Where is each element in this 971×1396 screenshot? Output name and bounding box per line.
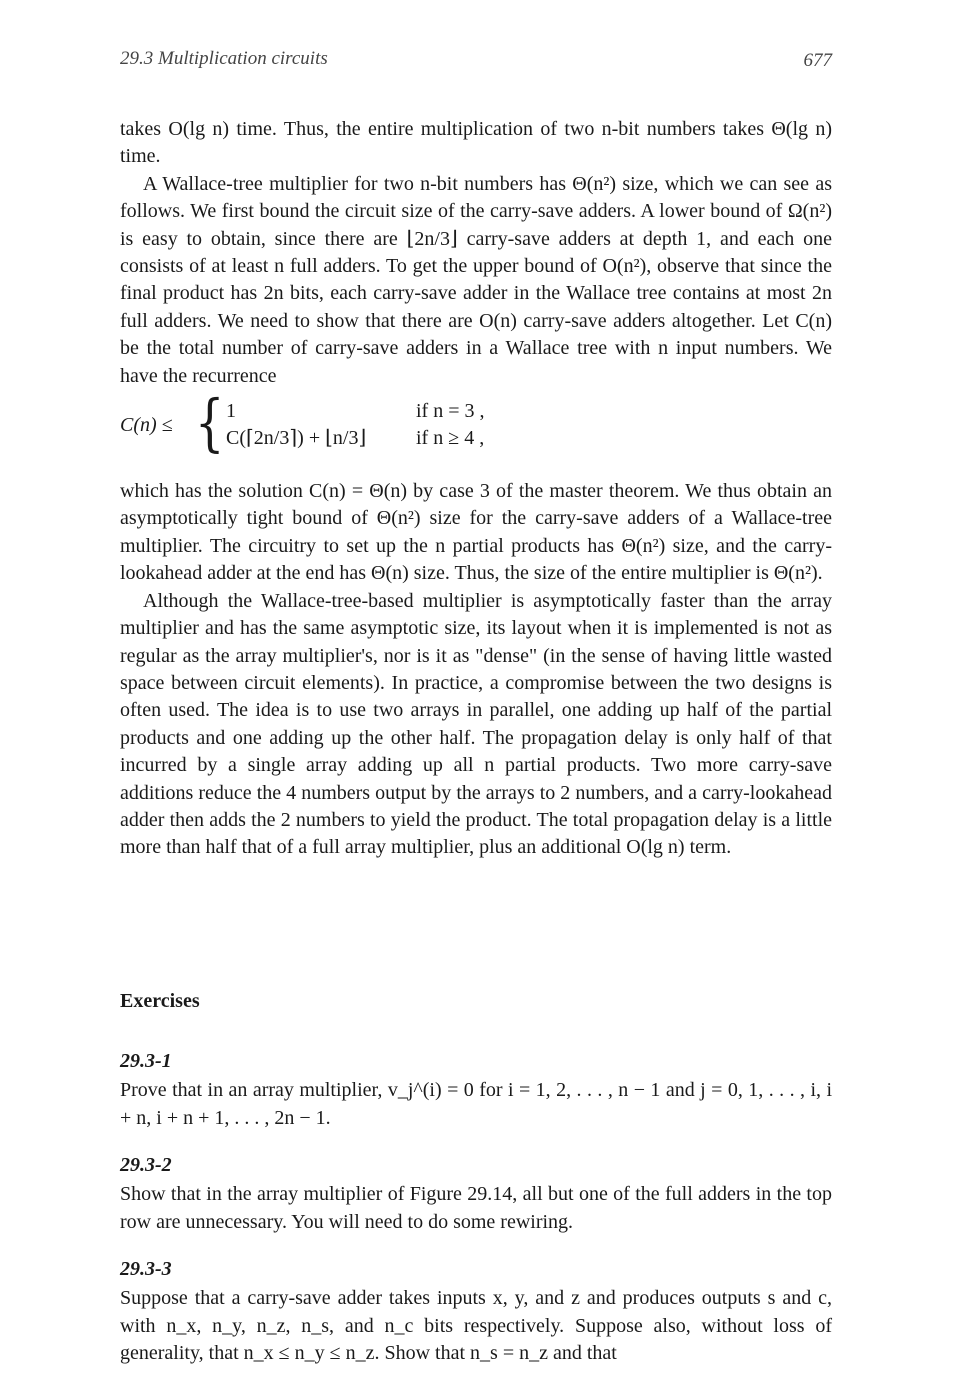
page-number: 677 (803, 50, 832, 71)
exercise-number: 29.3-1 (120, 1050, 172, 1072)
case-2-value: C(⌈2n/3⌉) + ⌊n/3⌋ (226, 427, 367, 450)
main-text (120, 116, 832, 862)
recurrence-lhs: C(n) ≤ (120, 414, 173, 437)
paragraph-3: which has the solution C(n) = Θ(n) by case 3 of the master theorem. We thus obtain an asymptotically tight bound of Θ(n²) size for the carry-save adders of a Wallace-tree multiplier. The circuitry to set up the n partial products has Θ(n²) size, and the carry-lookahead adder at the end has Θ(n) size. Thus, the size of the entire multiplier is Θ(n²). (120, 480, 832, 585)
exercise-text: Show that in the array multiplier of Figure 29.14, all but one of the full adders in the top row are unnecessary. You will need to do some rewiring. (120, 1183, 832, 1233)
exercise-29-3-3 (120, 1256, 832, 1368)
paragraph-2: A Wallace-tree multiplier for two n-bit numbers has Θ(n²) size, which we can see as follows. We first bound the circuit size of the carry-save adders. A lower bound of Ω(n²) is easy to obtain, since there are ⌊2n/3⌋ carry-save adders at depth 1, and each one consists of at least n full adders. To get the upper bound of O(n²), observe that since the final product has 2n bits, each carry-save adder in the Wallace tree contains at most 2n full adders. We need to show that there are O(n) carry-save adders altogether. Let C(n) be the total number of carry-save adders in a Wallace tree with n input numbers. We have the recurrence (120, 172, 832, 387)
paragraph-1: takes O(lg n) time. Thus, the entire multiplication of two n-bit numbers takes Θ(lg n) time. (120, 118, 832, 168)
exercise-number: 29.3-2 (120, 1154, 172, 1176)
exercise-29-3-2 (120, 1152, 832, 1236)
exercise-number: 29.3-3 (120, 1258, 172, 1280)
case-1-condition: if n = 3 , (416, 400, 485, 423)
running-head (120, 48, 832, 72)
case-1-value: 1 (226, 400, 236, 423)
exercises-heading: Exercises (120, 990, 200, 1012)
paragraph-4: Although the Wallace-tree-based multiplier is asymptotically faster than the array multiplier and has the same asymptotic size, its layout when it is implemented is not as regular as the array multiplier's, nor is it as "dense" (in the sense of having little wasted space between circuit elements). In practice, a compromise between the two designs is often used. The idea is to use two arrays in parallel, one adding up half of the partial products and one adding up the other half. The propagation delay is only half of that incurred by a single array adding up all n partial products. Two more carry-save additions reduce the 4 numbers output by the arrays to 2 numbers, and a carry-lookahead adder then adds the 2 numbers to yield the product. The total propagation delay is a little more than half that of a full array multiplier, plus an additional O(lg n) term. (120, 589, 832, 859)
exercise-text: Prove that in an array multiplier, v_j^(i) = 0 for i = 1, 2, . . . , n − 1 and j = 0, 1, . . . , i, i + n, i + n + 1, . . . , 2n − 1. (120, 1079, 832, 1129)
left-brace-icon: { (194, 386, 225, 460)
case-2-condition: if n ≥ 4 , (416, 427, 485, 450)
exercise-29-3-1 (120, 1048, 832, 1132)
exercise-text: Suppose that a carry-save adder takes inputs x, y, and z and produces outputs s and c, with n_x, n_y, n_z, n_s, and n_c bits respectively. Suppose also, without loss of generality, that n_x ≤ n_y ≤ n_z. Show that n_s = n_z and that (120, 1287, 832, 1365)
section-title: 29.3 Multiplication circuits (120, 48, 328, 69)
recurrence-equation (120, 386, 832, 466)
